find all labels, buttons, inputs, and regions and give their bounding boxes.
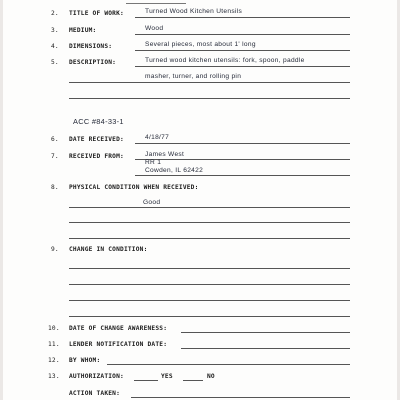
authorization-yes-label: YES xyxy=(161,373,173,380)
field-number: 4. xyxy=(51,43,59,50)
received-from-city: Cowden, IL 62422 xyxy=(145,167,204,174)
title-rule xyxy=(135,17,350,18)
lender-notification-label: LENDER NOTIFICATION DATE: xyxy=(69,341,168,348)
change-rule-1 xyxy=(69,268,350,269)
received-from-label: RECEIVED FROM: xyxy=(69,153,124,160)
description-value-line-1: Turned wood kitchen utensils: fork, spoon, paddle xyxy=(145,57,305,64)
date-of-change-rule xyxy=(181,332,350,333)
dimensions-rule xyxy=(135,50,350,51)
change-rule-2 xyxy=(69,284,350,285)
field-number: 13. xyxy=(48,373,60,380)
date-received-value: 4/18/77 xyxy=(145,134,170,141)
change-rule-4 xyxy=(69,316,350,317)
description-rule-3 xyxy=(69,98,350,99)
description-label: DESCRIPTION: xyxy=(69,59,117,66)
field-number: 8. xyxy=(51,184,59,191)
description-rule-2 xyxy=(69,82,350,83)
date-received-label: DATE RECEIVED: xyxy=(69,136,124,143)
accession-form-page xyxy=(3,0,397,400)
medium-label: MEDIUM: xyxy=(69,27,97,34)
authorization-yes-blank xyxy=(134,380,158,381)
field-number: 12. xyxy=(48,357,60,364)
authorization-label: AUTHORIZATION: xyxy=(69,373,124,380)
by-whom-rule xyxy=(107,364,350,365)
dimensions-label: DIMENSIONS: xyxy=(69,43,113,50)
action-taken-rule xyxy=(131,397,350,398)
date-received-rule xyxy=(135,143,350,144)
field-number: 9. xyxy=(51,246,59,253)
change-in-condition-label: CHANGE IN CONDITION: xyxy=(69,246,148,253)
condition-rule-2 xyxy=(69,222,350,223)
title-of-work-value: Turned Wood Kitchen Utensils xyxy=(145,8,243,15)
received-from-rule-2 xyxy=(135,175,350,176)
dimensions-value: Several pieces, most about 1' long xyxy=(145,41,256,48)
condition-label: PHYSICAL CONDITION WHEN RECEIVED: xyxy=(69,184,199,191)
field-number: 11. xyxy=(48,341,60,348)
medium-rule xyxy=(135,34,350,35)
condition-rule-1 xyxy=(69,207,350,208)
cropped-top-field xyxy=(126,0,186,4)
field-number: 5. xyxy=(51,59,59,66)
lender-notification-rule xyxy=(181,348,350,349)
action-taken-label: ACTION TAKEN: xyxy=(69,390,121,397)
date-of-change-awareness-label: DATE OF CHANGE AWARENESS: xyxy=(69,325,168,332)
condition-value: Good xyxy=(143,199,161,206)
field-number: 3. xyxy=(51,27,59,34)
description-value-line-2: masher, turner, and rolling pin xyxy=(145,73,242,80)
received-from-name: James West xyxy=(145,151,185,158)
field-number: 2. xyxy=(51,10,59,17)
field-number: 6. xyxy=(51,136,59,143)
change-rule-3 xyxy=(69,300,350,301)
description-rule-1 xyxy=(135,66,350,67)
title-of-work-label: TITLE OF WORK: xyxy=(69,10,124,17)
field-number: 7. xyxy=(51,153,59,160)
field-number: 10. xyxy=(48,325,60,332)
received-from-route: RR 1 xyxy=(145,159,162,166)
authorization-no-label: NO xyxy=(207,373,215,380)
authorization-no-blank xyxy=(183,380,203,381)
accession-number: ACC #84-33-1 xyxy=(73,117,124,126)
condition-rule-3 xyxy=(69,238,350,239)
received-from-rule xyxy=(135,159,350,160)
by-whom-label: BY WHOM: xyxy=(69,357,101,364)
medium-value: Wood xyxy=(145,25,164,32)
